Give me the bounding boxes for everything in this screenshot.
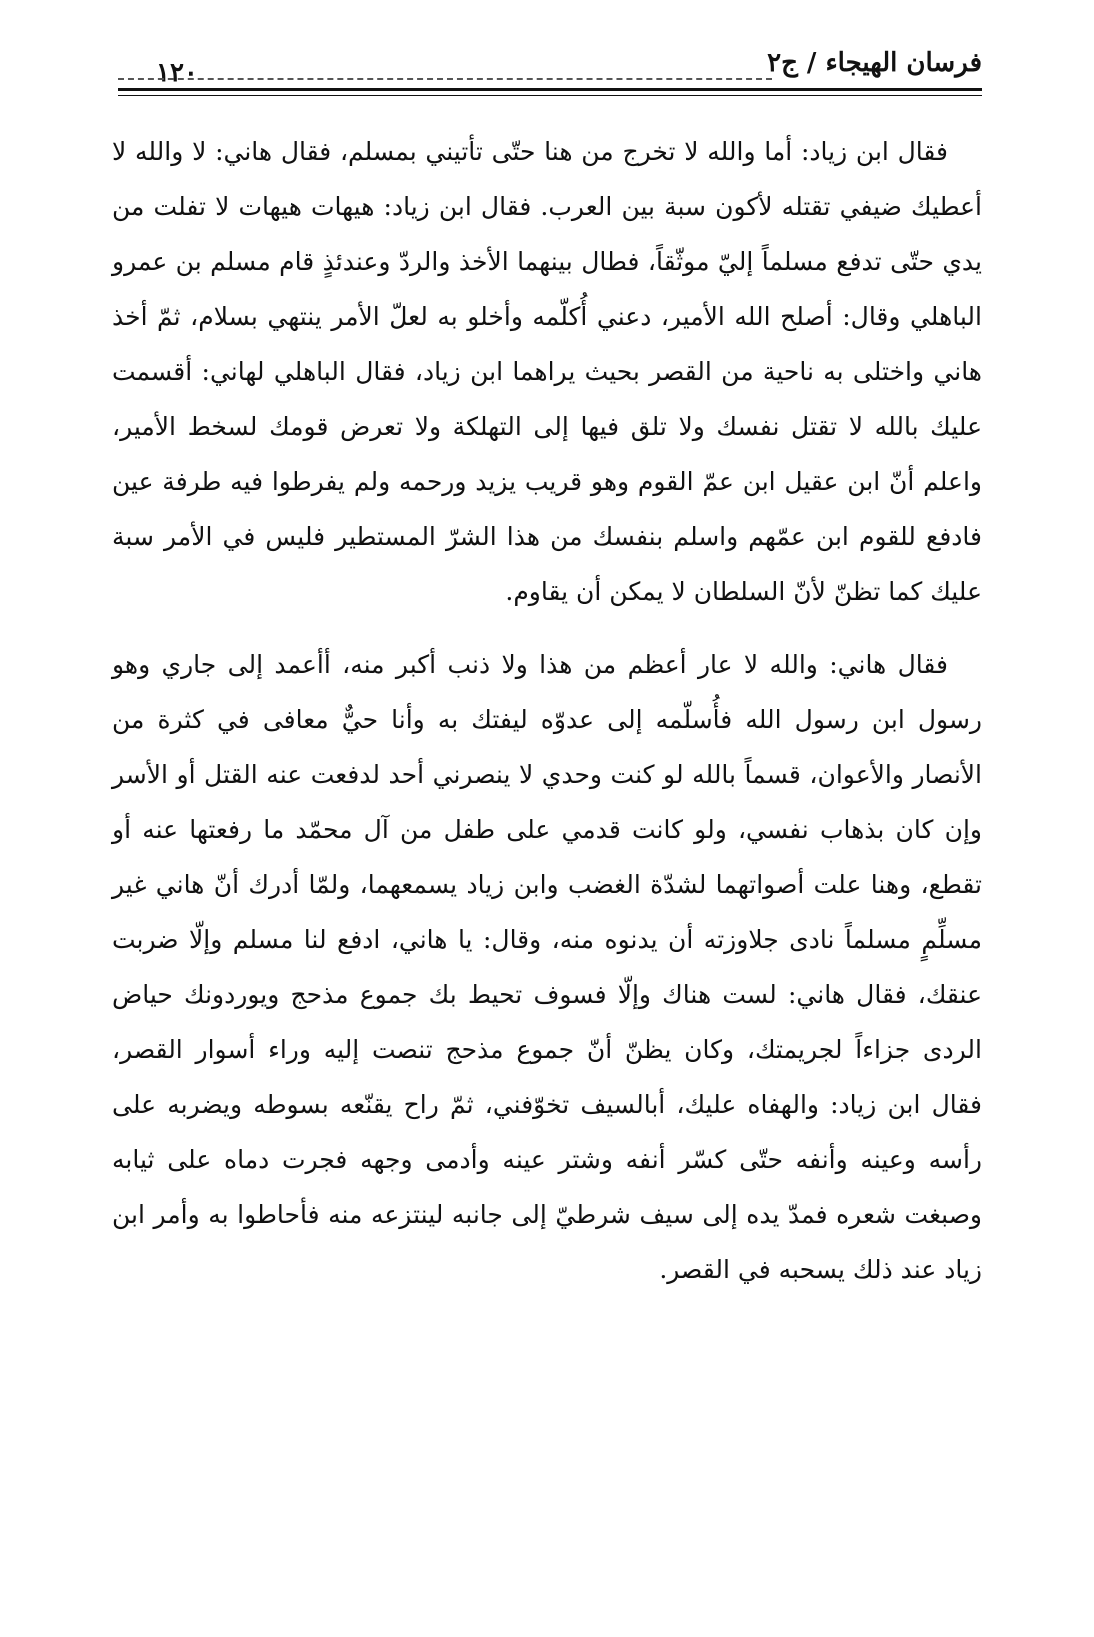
- book-title: فرسان الهيجاء / ج٢: [767, 48, 982, 78]
- header-rule-thin: [118, 95, 982, 96]
- paragraph-2: فقال هاني: والله لا عار أعظم من هذا ولا ذنب أكبر منه، أأعمد إلى جاري وهو رسول ابن رسول الله فأُسلّمه إلى عدوّه ليفتك به وأنا حيٌّ معافى في كثرة من الأنصار والأعوان، قسماً بالله لو كنت وحدي لا ينصرني أحد لدفعت عنه القتل أو الأسر وإن كان بذهاب نفسي، ولو كانت قدمي على طفل من آل محمّد ما رفعتها عنه أو تقطع، وهنا علت أصواتهما لشدّة الغضب وابن زياد يسمعهما، ولمّا أدرك أنّ هاني غير مسلِّمٍ مسلماً نادى جلاوزته أن يدنوه منه، وقال: يا هاني، ادفع لنا مسلم وإلّا ضربت عنقك، فقال هاني: لست هناك وإلّا فسوف تحيط بك جموع مذحج ويوردونك حياض الردى جزاءاً لجريمتك، وكان يظنّ أنّ جموع مذحج تنصت إليه وراء أسوار القصر، فقال ابن زياد: والهفاه عليك، أبالسيف تخوّفني، ثمّ راح يقنّعه بسوطه ويضربه على رأسه وعينه وأنفه حتّى كسّر أنفه وشتر عينه وأدمى وجهه فجرت دماه على ثيابه وصبغت شعره فمدّ يده إلى سيف شرطيّ إلى جانبه لينتزعه منه فأحاطوا به وأمر ابن زياد عند ذلك يسحبه في القصر.: [112, 650, 982, 1284]
- header-dashed-rule: [118, 78, 772, 80]
- body-text: [112, 124, 982, 1315]
- paragraph-1: فقال ابن زياد: أما والله لا تخرج من هنا حتّى تأتيني بمسلم، فقال هاني: لا والله لا أعطيك ضيفي تقتله لأكون سبة بين العرب. فقال ابن زياد: هيهات هيهات لا تفلت من يدي حتّى تدفع مسلماً إليّ موثّقاً، فطال بينهما الأخذ والردّ وعندئذٍ قام مسلم بن عمرو الباهلي وقال: أصلح الله الأمير، دعني أُكلّمه وأخلو به لعلّ الأمر ينتهي بسلام، ثمّ أخذ هاني واختلى به ناحية من القصر بحيث يراهما ابن زياد، فقال الباهلي لهاني: أقسمت عليك بالله لا تقتل نفسك ولا تلق فيها إلى التهلكة ولا تعرض قومك لسخط الأمير، واعلم أنّ ابن عقيل ابن عمّ القوم وهو قريب يزيد ورحمه ولم يفرطوا فيه طرفة عين فادفع للقوم ابن عمّهم واسلم بنفسك من هذا الشرّ المستطير فليس في الأمر سبة عليك كما تظنّ لأنّ السلطان لا يمكن أن يقاوم.: [112, 137, 982, 606]
- page-header: [118, 38, 982, 98]
- page-number: ١٢٠: [156, 58, 198, 88]
- header-rule-thick: [118, 88, 982, 91]
